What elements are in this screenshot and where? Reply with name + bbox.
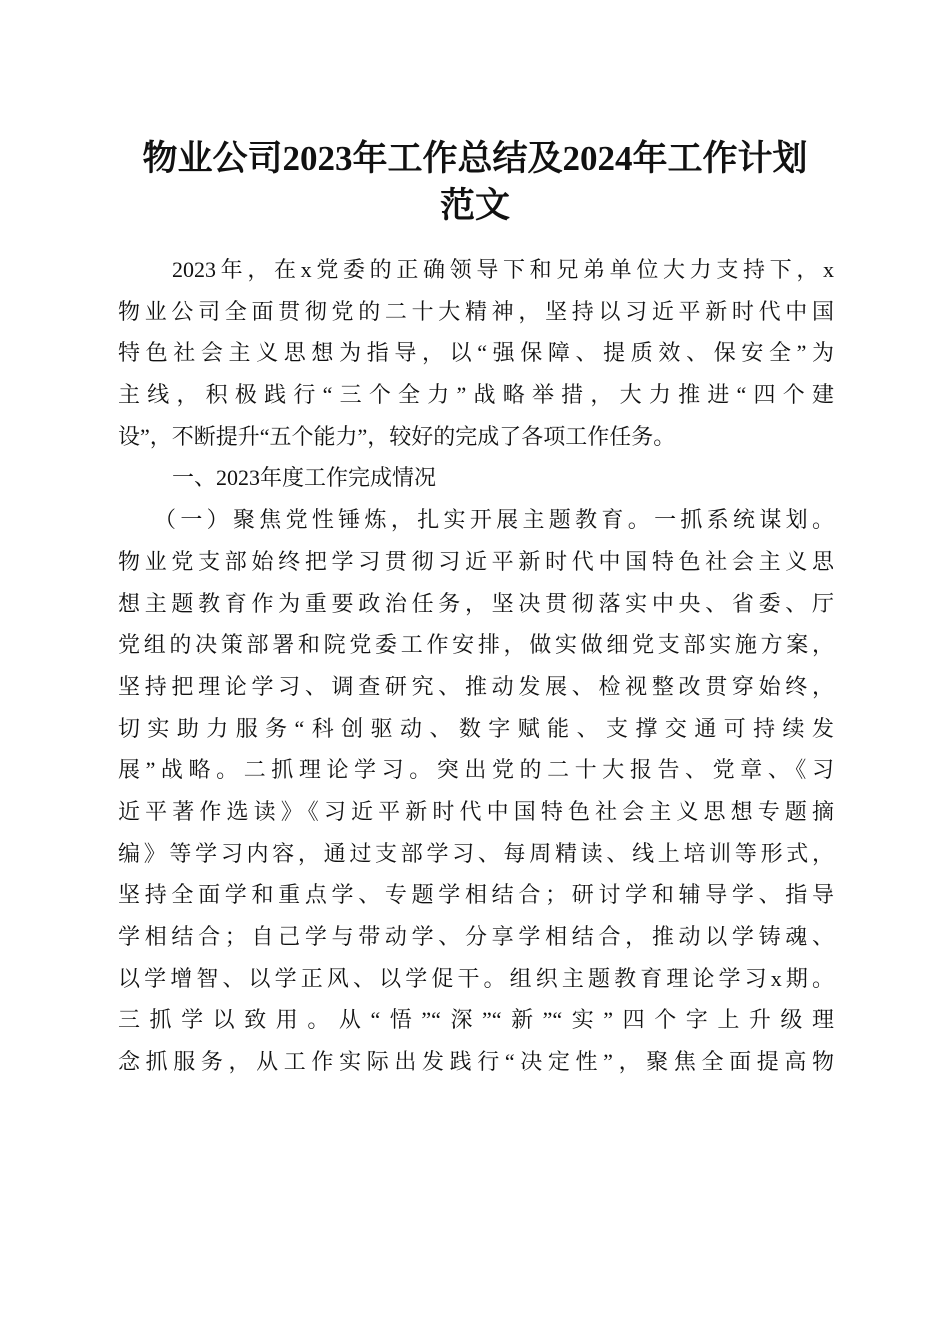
paragraph-line: 物业公司全面贯彻党的二十大精神，坚持以习近平新时代中国 [118,298,834,324]
section-heading: 一、2023年度工作完成情况 [172,465,437,491]
paragraph-line: 特色社会主义思想为指导，以“强保障、提质效、保安全”为 [118,340,834,366]
paragraph-line: 想主题教育作为重要政治任务，坚决贯彻落实中央、省委、厅 [118,590,834,616]
paragraph-line: 学相结合；自己学与带动学、分享学相结合，推动以学铸魂、 [118,924,834,949]
paragraph-line: 党组的决策部署和院党委工作安排，做实做细党支部实施方案， [118,632,834,658]
paragraph-line: 近平著作选读》《习近平新时代中国特色社会主义思想专题摘 [118,798,834,824]
paragraph-line: 展”战略。二抓理论学习。突出党的二十大报告、党章、《习 [118,757,834,783]
document-title-line-2: 范文 [439,186,510,225]
paragraph-line: （一）聚焦党性锤炼，扎实开展主题教育。一抓系统谋划。 [154,507,834,533]
paragraph-line: 设”，不断提升“五个能力”，较好的完成了各项工作任务。 [118,423,676,449]
document-body [118,249,834,1083]
paragraph-line: 念抓服务，从工作实际出发践行“决定性”，聚焦全面提高物 [118,1049,834,1075]
paragraph-line: 坚持把理论学习、调查研究、推动发展、检视整改贯穿始终， [118,673,834,699]
paragraph-line: 以学增智、以学正风、以学促干。组织主题教育理论学习x期。 [118,965,834,991]
paragraph-line: 物业党支部始终把学习贯彻习近平新时代中国特色社会主义思 [118,548,834,574]
paragraph-line: 坚持全面学和重点学、专题学相结合；研讨学和辅导学、指导 [118,882,834,908]
section-paragraph [118,499,834,1083]
paragraph-line: 三抓学以致用。从“悟”“深”“新”“实”四个字上升级理 [118,1007,834,1033]
paragraph-line: 2023年，在x党委的正确领导下和兄弟单位大力支持下，x [172,257,834,282]
paragraph-line: 切实助力服务“科创驱动、数字赋能、支撑交通可持续发 [118,715,834,741]
paragraph-line: 主线，积极践行“三个全力”战略举措，大力推进“四个建 [118,382,834,408]
intro-paragraph [118,249,834,457]
paragraph-line: 编》等学习内容，通过支部学习、每周精读、线上培训等形式， [118,840,834,866]
document-title-line-1: 物业公司2023年工作总结及2024年工作计划 [142,139,808,178]
